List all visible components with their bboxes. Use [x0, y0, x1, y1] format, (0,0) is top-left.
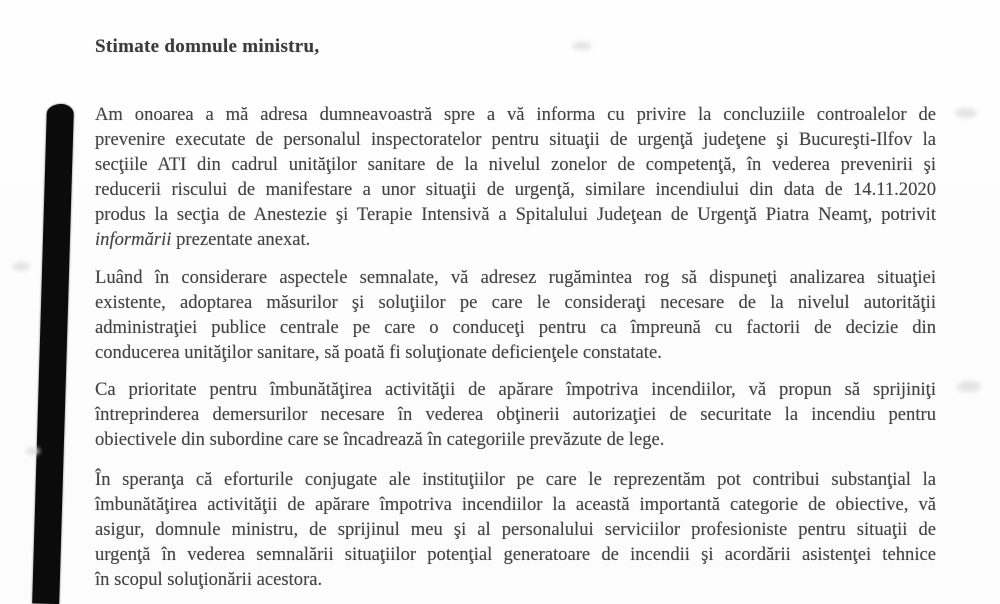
text-segment: produs la secţia de Anestezie şi Terapie Intensivă a Spitalului Judeţean de Urgenţă Piatra Neamţ, potrivit	[95, 204, 936, 225]
paragraph-1	[95, 102, 936, 252]
text-segment: în scopul soluţionării acestora.	[95, 569, 323, 590]
text-line	[95, 102, 936, 127]
text-line	[95, 315, 936, 340]
paragraph-2	[95, 265, 936, 365]
text-segment: secţiile ATI din cadrul unităţilor sanitare de la nivelul zonelor de competenţă, în vederea prevenirii şi	[95, 154, 936, 175]
text-segment: reducerii riscului de manifestare a unor situaţii de urgenţă, similare incendiului din data de 14.11.2020	[95, 179, 936, 200]
text-line	[95, 517, 936, 542]
text-segment: întreprinderea demersurilor necesare în vederea obţinerii autorizaţiei de securitate la incendiu pentru	[95, 404, 936, 425]
paragraph-4	[95, 467, 936, 592]
text-line	[95, 467, 936, 492]
text-segment: administraţiei publice centrale pe care o conduceţi pentru ca împreună cu factorii de decizie din	[95, 317, 936, 338]
text-line	[95, 265, 936, 290]
text-segment: conducerea unităţilor sanitare, să poată fi soluţionate deficienţele constatate.	[95, 342, 662, 363]
text-line	[95, 290, 936, 315]
text-line	[95, 340, 936, 365]
text-segment: prezentate anexat.	[171, 229, 311, 250]
text-segment: prevenire executate de personalul inspectoratelor pentru situaţii de urgenţă judeţene şi Bucureşti-Ilfov la	[95, 129, 936, 150]
text-segment: Ca prioritate pentru îmbunătăţirea activităţii de apărare împotriva incendiilor, vă propun să sprijiniţi	[95, 379, 936, 400]
text-segment: îmbunătăţirea activităţii de apărare împotriva incendiilor la această importantă categorie de obiective, vă	[95, 494, 936, 515]
text-line	[95, 377, 936, 402]
text-line	[95, 567, 936, 592]
text-line	[95, 127, 936, 152]
text-line	[95, 542, 936, 567]
text-segment: urgenţă în vederea semnalării situaţiilor potenţial generatoare de incendii şi acordării asistenţei tehnice	[95, 544, 936, 565]
text-line	[95, 492, 936, 517]
text-line	[95, 152, 936, 177]
text-segment: obiectivele din subordine care se încadrează în categoriile prevăzute de lege.	[95, 429, 665, 450]
text-segment: Luând în considerare aspectele semnalate, vă adresez rugămintea rog să dispuneţi analizarea situaţiei	[95, 267, 936, 288]
text-line	[95, 202, 936, 227]
text-segment: În speranţa că eforturile conjugate ale instituţiilor pe care le reprezentăm pot contribui substanţial la	[95, 469, 936, 490]
text-segment: Am onoarea a mă adresa dumneavoastră spre a vă informa cu privire la concluziile controalelor de	[95, 104, 936, 125]
text-line	[95, 427, 936, 452]
letter-salutation: Stimate domnule ministru,	[95, 36, 320, 57]
text-segment: asigur, domnule ministru, de sprijinul meu şi al personalului serviciilor profesioniste pentru situaţii de	[95, 519, 936, 540]
italic-text: informării	[95, 229, 172, 250]
text-line	[95, 177, 936, 202]
text-segment: existente, adoptarea măsurilor şi soluţiilor pe care le consideraţi necesare de la nivelul autorităţii	[95, 292, 936, 313]
text-line	[95, 402, 936, 427]
paragraph-3	[95, 377, 936, 452]
text-line	[95, 227, 936, 252]
